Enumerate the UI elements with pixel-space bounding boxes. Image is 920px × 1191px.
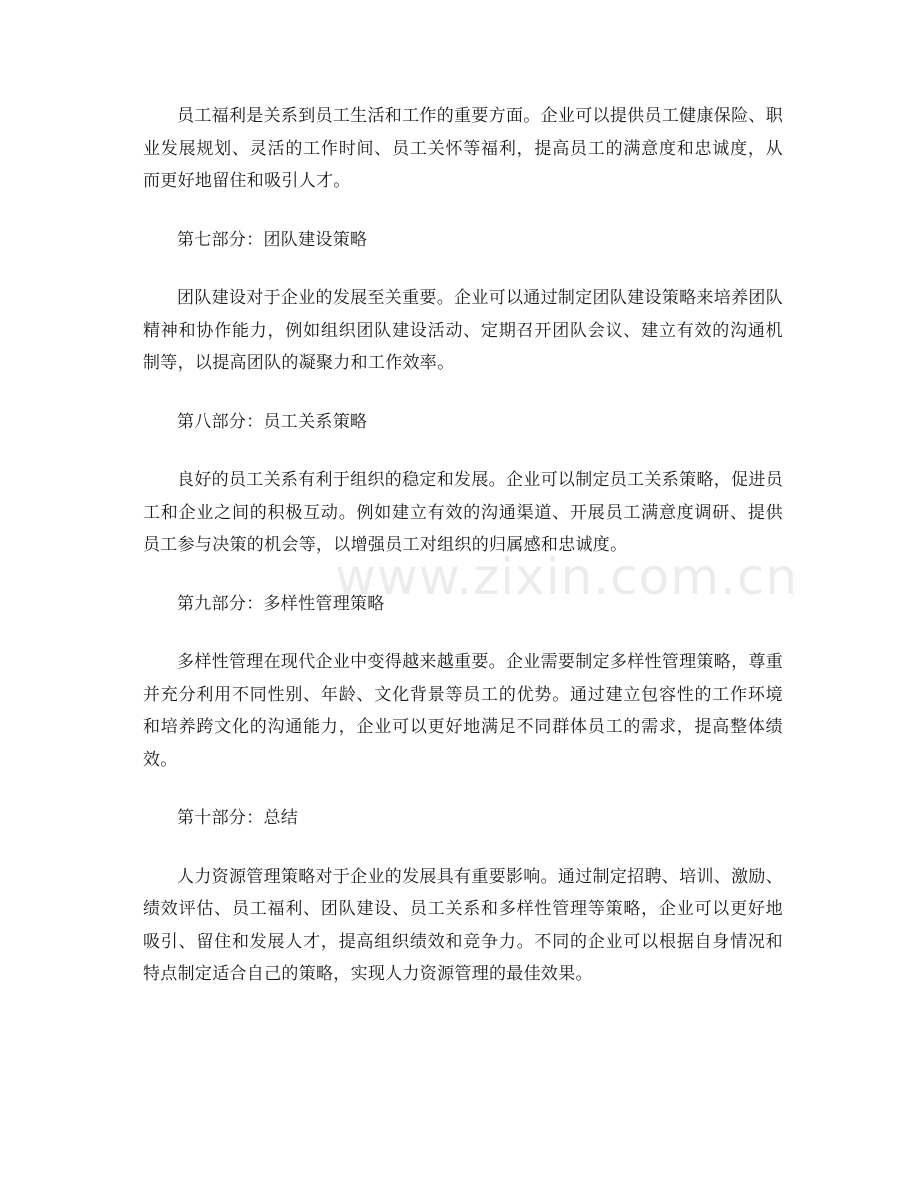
paragraph-summary: 人力资源管理策略对于企业的发展具有重要影响。通过制定招聘、培训、激励、绩效评估、员工福利、团队建设、员工关系和多样性管理等策略，企业可以更好地吸引、留住和发展人才，提高组织绩效和竞争力。不同的企业可以根据自身情况和特点制定适合自己的策略，实现人力资源管理的最佳效果。 [143,866,783,984]
paragraph-diversity-management: 多样性管理在现代企业中变得越来越重要。企业需要制定多样性管理策略，尊重并充分利用不同性别、年龄、文化背景等员工的优势。通过建立包容性的工作环境和培养跨文化的沟通能力，企业可以更好地满足不同群体员工的需求，提高整体绩效。 [143,652,783,770]
heading-part-seven: 第七部分：团队建设策略 [177,229,368,250]
watermark-text: www.zixin.com.cn [335,548,799,606]
heading-part-ten: 第十部分：总结 [177,808,299,828]
heading-part-eight: 第八部分：员工关系策略 [177,411,368,432]
paragraph-employee-relations: 良好的员工关系有利于组织的稳定和发展。企业可以制定员工关系策略，促进员工和企业之间的积极互动。例如建立有效的沟通渠道、开展员工满意度调研、提供员工参与决策的机会等，以增强员工对组织的归属感和忠诚度。 [143,470,783,555]
heading-part-nine: 第九部分：多样性管理策略 [177,593,385,614]
paragraph-employee-benefits: 员工福利是关系到员工生活和工作的重要方面。企业可以提供员工健康保险、职业发展规划、灵活的工作时间、员工关怀等福利，提高员工的满意度和忠诚度，从而更好地留住和吸引人才。 [143,106,783,191]
paragraph-team-building: 团队建设对于企业的发展至关重要。企业可以通过制定团队建设策略来培养团队精神和协作能力，例如组织团队建设活动、定期召开团队会议、建立有效的沟通机制等，以提高团队的凝聚力和工作效率。 [143,288,783,373]
